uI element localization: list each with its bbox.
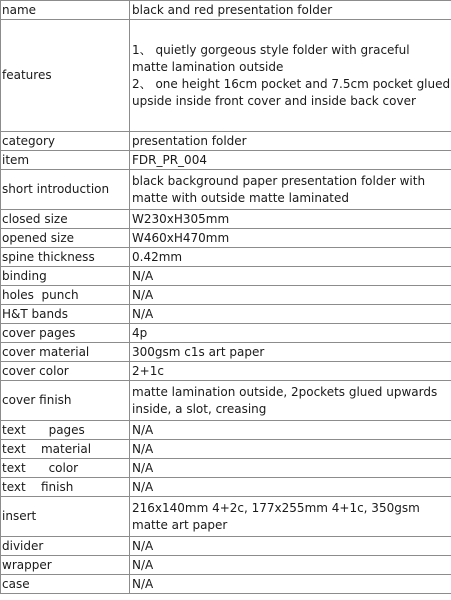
spec-label: text color <box>1 459 130 478</box>
spec-value <box>130 170 451 210</box>
spec-row <box>1 440 451 459</box>
spec-value <box>130 440 451 459</box>
spec-label: H&T bands <box>1 305 130 324</box>
spec-value-line: presentation folder <box>132 133 247 148</box>
spec-value-line: matte art paper <box>132 517 228 532</box>
spec-row <box>1 1 451 20</box>
spec-value <box>130 537 451 556</box>
spec-value-line: N/A <box>132 422 154 437</box>
spec-row <box>1 210 451 229</box>
spec-row <box>1 324 451 343</box>
spec-row <box>1 170 451 210</box>
spec-value-line: matte with outside matte laminated <box>132 190 350 205</box>
spec-label: text pages <box>1 421 130 440</box>
spec-row <box>1 248 451 267</box>
spec-table-body <box>1 1 451 594</box>
spec-value-line: FDR_PR_004 <box>132 152 207 167</box>
spec-value <box>130 575 451 594</box>
spec-value-line: 2+1c <box>132 363 164 378</box>
spec-label: features <box>1 20 130 132</box>
spec-row <box>1 459 451 478</box>
spec-value <box>130 132 451 151</box>
spec-value <box>130 497 451 537</box>
spec-label: text material <box>1 440 130 459</box>
spec-label: closed size <box>1 210 130 229</box>
spec-row <box>1 537 451 556</box>
spec-value <box>130 1 451 20</box>
spec-value-line: N/A <box>132 306 154 321</box>
spec-value-line: matte lamination outside, 2pockets glued upwards <box>132 384 438 399</box>
spec-row <box>1 497 451 537</box>
spec-value-line: W460xH470mm <box>132 230 230 245</box>
spec-value <box>130 478 451 497</box>
spec-value-line: 0.42mm <box>132 249 183 264</box>
spec-label: wrapper <box>1 556 130 575</box>
spec-value <box>130 210 451 229</box>
spec-value-line: matte lamination outside <box>132 59 284 74</box>
spec-label: divider <box>1 537 130 556</box>
spec-row <box>1 343 451 362</box>
spec-label: cover pages <box>1 324 130 343</box>
spec-row <box>1 132 451 151</box>
spec-value-line: 1、 quietly gorgeous style folder with graceful <box>132 42 410 57</box>
spec-label: cover material <box>1 343 130 362</box>
spec-value <box>130 556 451 575</box>
spec-value <box>130 151 451 170</box>
spec-label: category <box>1 132 130 151</box>
spec-row <box>1 421 451 440</box>
spec-value-line: N/A <box>132 460 154 475</box>
spec-value <box>130 362 451 381</box>
spec-value <box>130 459 451 478</box>
spec-value-line: N/A <box>132 287 154 302</box>
spec-value-line: N/A <box>132 557 154 572</box>
spec-value <box>130 421 451 440</box>
spec-value-line: 300gsm c1s art paper <box>132 344 265 359</box>
spec-value-line: inside, a slot, creasing <box>132 401 267 416</box>
spec-row <box>1 575 451 594</box>
spec-value <box>130 381 451 421</box>
spec-value-line: N/A <box>132 576 154 591</box>
spec-row <box>1 20 451 132</box>
spec-value <box>130 324 451 343</box>
spec-row <box>1 267 451 286</box>
spec-row <box>1 305 451 324</box>
spec-value <box>130 305 451 324</box>
spec-label: name <box>1 1 130 20</box>
spec-value-line: 216x140mm 4+2c, 177x255mm 4+1c, 350gsm <box>132 500 420 515</box>
spec-value-line: W230xH305mm <box>132 211 230 226</box>
spec-value-line: N/A <box>132 538 154 553</box>
spec-value <box>130 248 451 267</box>
spec-row <box>1 229 451 248</box>
spec-label: cover color <box>1 362 130 381</box>
spec-label: spine thickness <box>1 248 130 267</box>
spec-label: case <box>1 575 130 594</box>
spec-label: insert <box>1 497 130 537</box>
spec-value <box>130 229 451 248</box>
spec-label: item <box>1 151 130 170</box>
spec-label: opened size <box>1 229 130 248</box>
spec-row <box>1 478 451 497</box>
spec-row <box>1 556 451 575</box>
spec-value <box>130 267 451 286</box>
spec-value-line: N/A <box>132 268 154 283</box>
spec-value-line: black background paper presentation folder with <box>132 173 426 188</box>
spec-value-line: N/A <box>132 479 154 494</box>
spec-value <box>130 20 451 132</box>
spec-value <box>130 286 451 305</box>
spec-label: short introduction <box>1 170 130 210</box>
spec-label: binding <box>1 267 130 286</box>
spec-row <box>1 362 451 381</box>
spec-value-line: N/A <box>132 441 154 456</box>
spec-label: text finish <box>1 478 130 497</box>
spec-row <box>1 381 451 421</box>
spec-value-line: upside inside front cover and inside back cover <box>132 93 416 108</box>
spec-row <box>1 151 451 170</box>
spec-label: cover finish <box>1 381 130 421</box>
spec-row <box>1 286 451 305</box>
spec-value-line: 2、 one height 16cm pocket and 7.5cm pocket glued <box>132 76 451 91</box>
spec-value-line: black and red presentation folder <box>132 2 333 17</box>
spec-value-line: 4p <box>132 325 148 340</box>
spec-label: holes punch <box>1 286 130 305</box>
spec-value <box>130 343 451 362</box>
